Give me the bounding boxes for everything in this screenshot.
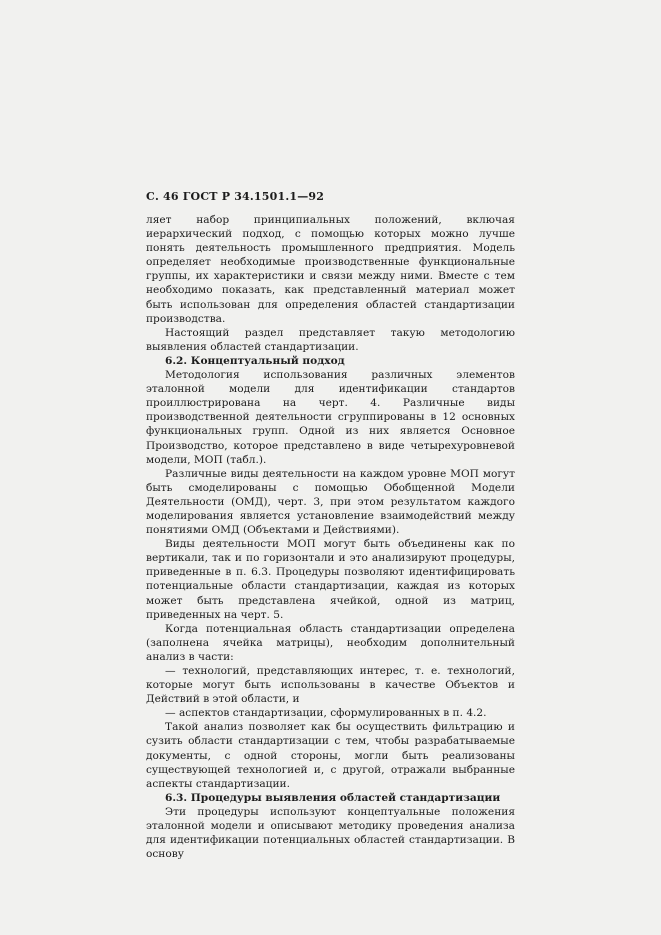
paragraph: Настоящий раздел представляет такую методологию выявления областей стандартизации. xyxy=(146,326,515,353)
paragraph: Эти процедуры используют концептуальные положения эталонной модели и описывают методику проведения анализа для идентификации потенциальных областей стандартизации. В основу xyxy=(146,805,515,861)
paragraph: Виды деятельности МОП могут быть объединены как по вертикали, так и по горизонтали и это анализируют процедуры, приведенные в п. 6.3. Процедуры позволяют идентифицировать потенциальные области стандартизации, каждая из которых может быть представлена ячейкой, одной из матриц, приведенных на черт. 5. xyxy=(146,538,515,621)
section-heading: 6.3. Процедуры выявления областей стандартизации xyxy=(165,791,501,804)
paragraph: ляет набор принципиальных положений, включая иерархический подход, с помощью которых можно лучше понять деятельность промышленного предприятия. Модель определяет необходимые производственные функциональные группы, их характеристики и связи между ними. Вместе с тем необходимо показать, как представленный материал может быть использован для определения областей стандартизации производства. xyxy=(146,214,515,325)
section-heading: 6.2. Концептуальный подход xyxy=(165,354,345,367)
document-body xyxy=(146,213,515,861)
paragraph: Методология использования различных элементов эталонной модели для идентификации стандартов проиллюстрирована на черт. 4. Различные виды производственной деятельности сгруппированы в 12 основных функциональных групп. Одной из них является Основное Производство, которое представлено в виде четырехуровневой модели, МОП (табл.). xyxy=(146,369,515,466)
paragraph: Такой анализ позволяет как бы осуществить фильтрацию и сузить области стандартизации с тем, чтобы разрабатываемые документы, с одной стороны, могли быть реализованы существующей технологией и, с другой, отражали выбранные аспекты стандартизации. xyxy=(146,721,515,790)
list-item: — аспектов стандартизации, сформулированных в п. 4.2. xyxy=(165,707,487,720)
paragraph: Когда потенциальная область стандартизации определена (заполнена ячейка матрицы), необходим дополнительный анализ в части: xyxy=(146,622,515,663)
list-item: — технологий, представляющих интерес, т. е. технологий, которые могут быть использованы в качестве Объектов и Действий в этой области, и xyxy=(146,665,515,706)
paragraph: Различные виды деятельности на каждом уровне МОП могут быть смоделированы с помощью Обобщенной Модели Деятельности (ОМД), черт. 3, при этом результатом каждого моделирования является установление взаимодействий между понятиями ОМД (Объектами и Действиями). xyxy=(146,467,515,537)
page-header: С. 46 ГОСТ Р 34.1501.1—92 xyxy=(146,190,325,203)
